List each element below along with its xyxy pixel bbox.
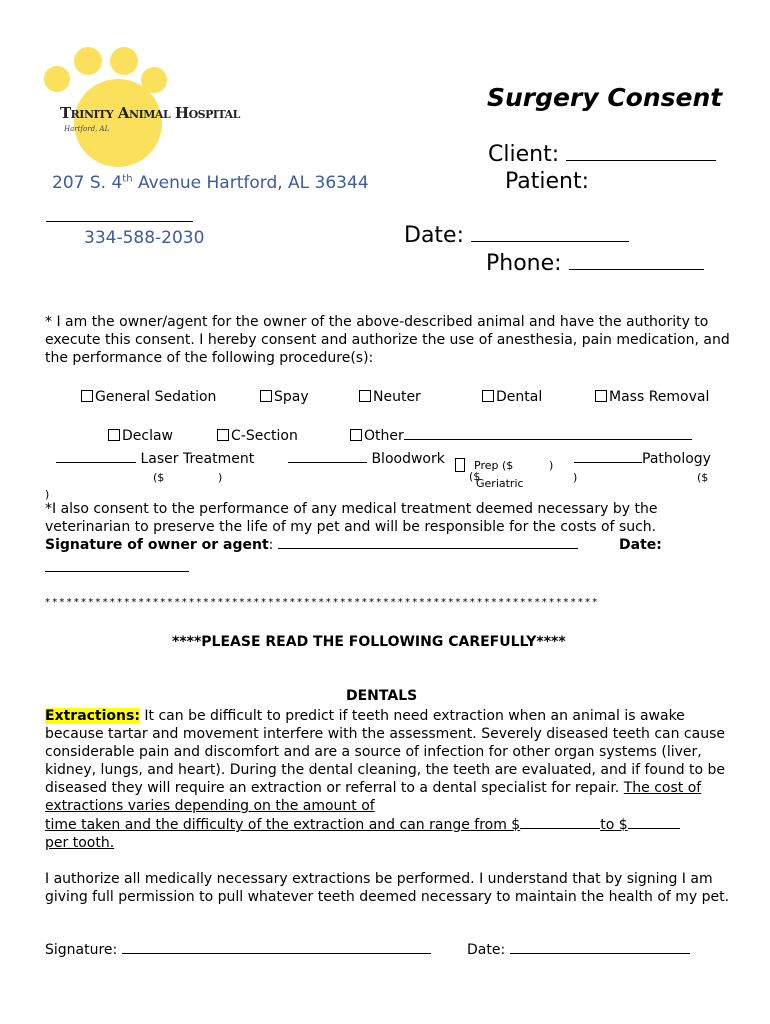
owner-date-label: Date: (619, 537, 662, 553)
geriatric-dollar: ($ (469, 470, 481, 483)
checkbox[interactable] (81, 390, 93, 402)
owner-signature-label: Signature of owner or agent (45, 537, 269, 553)
checkbox[interactable] (359, 390, 371, 402)
star-divider: ***************************************************************************** (45, 597, 600, 608)
pathology-dollar: ($ (697, 471, 709, 484)
owner-signature-field[interactable]: Signature of owner or agent: (45, 537, 578, 553)
consent-paragraph: * I am the owner/agent for the owner of the above-described animal and have the authority to execute this consent. I hereby consent and authorize the use of anesthesia, pain medication, and the performance of the following procedure(s): (45, 314, 730, 366)
logo-name: Trinity Animal Hospital (60, 104, 240, 122)
proc-pathology[interactable]: Pathology (574, 451, 711, 467)
proc-other[interactable]: Other (350, 428, 692, 444)
cost-line-1: The cost of extractions varies depending on the amount of (45, 780, 702, 814)
page-title: Surgery Consent (487, 83, 723, 112)
also-consent-paragraph: *I also consent to the performance of any medical treatment deemed necessary by the veterinarian to preserve the life of my pet and will be responsible for the costs of such. (45, 501, 658, 535)
patient-label: Patient: (505, 169, 590, 194)
please-read-heading: ****PLEASE READ THE FOLLOWING CAREFULLY**** (172, 634, 566, 650)
patient-line[interactable] (46, 221, 193, 222)
paw-toe-2 (74, 47, 102, 75)
dental-date-label: Date: (467, 942, 506, 958)
client-label: Client: (488, 142, 560, 167)
paw-toe-1 (44, 66, 70, 92)
patient-field[interactable] (505, 169, 589, 194)
clinic-phone: 334-588-2030 (84, 228, 205, 248)
dentals-heading: DENTALS (346, 688, 418, 704)
clinic-address: 207 S. 4th Avenue Hartford, AL 36344 (52, 173, 369, 193)
checkbox[interactable] (260, 390, 272, 402)
dental-signature-line[interactable] (122, 953, 431, 954)
dental-signature-label: Signature: (45, 942, 118, 958)
logo (40, 44, 250, 169)
proc-declaw[interactable]: Declaw (108, 428, 173, 444)
proc-c-section[interactable]: C-Section (217, 428, 298, 444)
stray-paren: ) (45, 488, 50, 501)
proc-mass-removal[interactable]: Mass Removal (595, 389, 709, 405)
proc-prep-geriatric[interactable] (455, 456, 467, 475)
date-line[interactable] (471, 241, 629, 242)
checkbox[interactable] (217, 429, 229, 441)
client-line[interactable] (566, 160, 716, 161)
owner-signature-line[interactable] (278, 548, 578, 549)
date-field[interactable] (404, 223, 629, 248)
checkbox[interactable] (350, 429, 362, 441)
authorize-paragraph: I authorize all medically necessary extractions be performed. I understand that by signing I am giving full permission to pull whatever teeth deemed necessary to maintain the health of my pet. (45, 871, 730, 905)
checkbox[interactable] (482, 390, 494, 402)
cost-max-line[interactable] (628, 828, 680, 829)
laser-price-close: ) (218, 471, 223, 484)
dental-date-field[interactable] (467, 942, 690, 958)
phone-line[interactable] (569, 269, 704, 270)
phone-field[interactable] (486, 251, 704, 276)
cost-min-line[interactable] (520, 828, 600, 829)
dental-signature-field[interactable] (45, 942, 431, 958)
phone-label: Phone: (486, 251, 562, 276)
date-label: Date: (404, 223, 464, 248)
client-field[interactable] (488, 142, 716, 167)
checkbox[interactable] (595, 390, 607, 402)
paw-toe-3 (110, 47, 138, 75)
laser-line[interactable] (56, 462, 136, 463)
geriatric-label: Geriatric (476, 477, 524, 490)
cost-line-2: time taken and the difficulty of the extraction and can range from $ to $ (45, 816, 680, 834)
logo-tagline: Hartford, AL (64, 125, 110, 133)
pathology-line[interactable] (574, 462, 642, 463)
paw-pad (74, 79, 162, 167)
prep-close: ) (549, 459, 554, 472)
extractions-paragraph (45, 707, 735, 815)
checkbox[interactable] (108, 429, 120, 441)
proc-laser[interactable]: Laser Treatment (56, 451, 254, 467)
proc-dental[interactable]: Dental (482, 389, 542, 405)
proc-general-sedation[interactable]: General Sedation (81, 389, 216, 405)
extractions-label: Extractions: (45, 708, 140, 724)
bloodwork-line[interactable] (288, 462, 367, 463)
prep-label: Prep ($ (474, 459, 514, 472)
other-line[interactable] (404, 439, 692, 440)
laser-price: ($ (153, 471, 165, 484)
proc-spay[interactable]: Spay (260, 389, 309, 405)
extractions-text: It can be difficult to predict if teeth need extraction when an animal is awake because tartar and movement interfere with the assessment. Severely diseased teeth can cause considerable pain and discomfort and are a source of infection for other organ systems (liver, kidney, lungs, and heart). During the dental cleaning, the teeth are evaluated, and if found to be diseased they will require an extraction or referral to a dental specialist for repair. (45, 708, 726, 796)
cost-line-3: per tooth. (45, 835, 115, 851)
dental-date-line[interactable] (510, 953, 690, 954)
pathology-close: ) (573, 471, 578, 484)
proc-neuter[interactable]: Neuter (359, 389, 421, 405)
checkbox[interactable] (455, 458, 465, 472)
owner-date-line[interactable] (45, 571, 189, 572)
proc-bloodwork[interactable]: Bloodwork (288, 451, 445, 467)
